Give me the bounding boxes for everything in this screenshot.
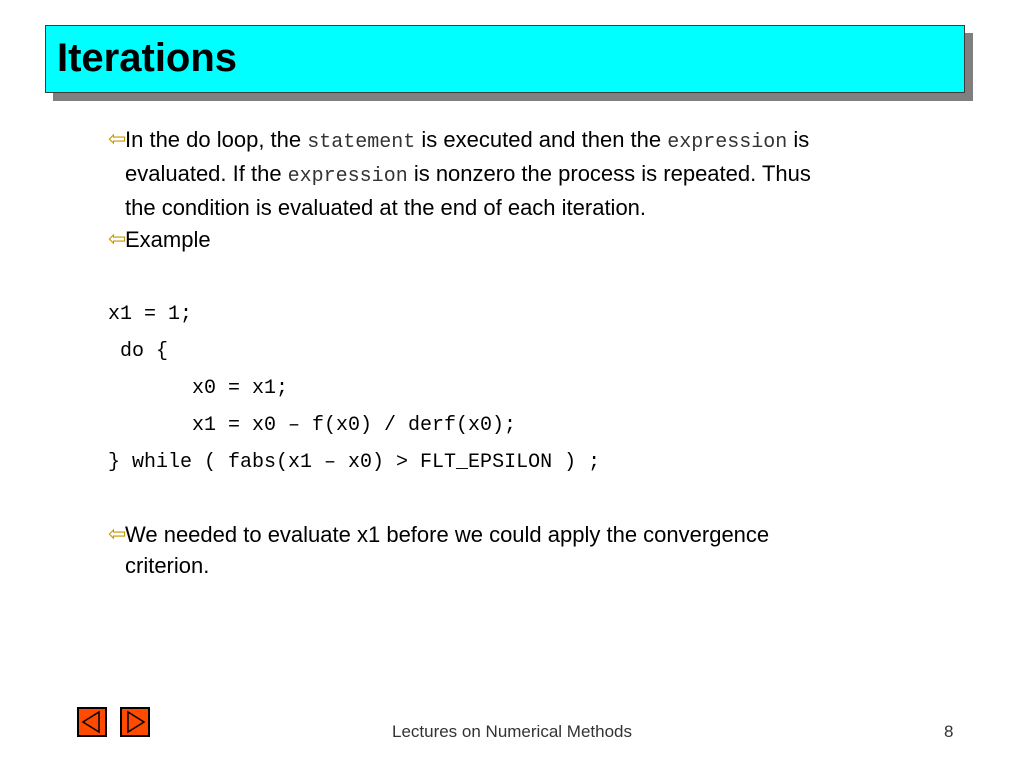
page-number: 8 (944, 722, 954, 741)
code-line: x1 = 1; (108, 303, 193, 326)
code-word-expression: expression (667, 131, 788, 154)
arrow-bullet-icon: ⇦ (108, 127, 127, 152)
bullet-line-1: In the do loop, the statement is executed and then the expression is (125, 127, 810, 154)
arrow-bullet-icon: ⇦ (108, 227, 127, 252)
bullet-line-2: evaluated. If the expression is nonzero the process is repeated. Thus (125, 161, 811, 188)
bullet-example (108, 224, 958, 255)
bullet-convergence-line-1: We needed to evaluate x1 before we could apply the convergence (125, 522, 770, 547)
code-line: do { (108, 340, 169, 363)
code-line: x1 = x0 – f(x0) / derf(x0); (144, 414, 517, 437)
slide-title: Iterations (57, 36, 238, 80)
code-word-expression: expression (287, 165, 408, 188)
bullet-convergence-line-2: criterion. (125, 553, 210, 578)
title-bar (45, 25, 965, 93)
code-block (108, 296, 600, 481)
code-word-statement: statement (307, 131, 416, 154)
bullet-line-3: the condition is evaluated at the end of each iteration. (125, 195, 647, 220)
code-line: } while ( fabs(x1 – x0) > FLT_EPSILON ) ; (108, 451, 601, 474)
bullet-convergence (108, 519, 958, 581)
bullet-example-label: Example (125, 227, 211, 252)
arrow-bullet-icon: ⇦ (108, 522, 127, 547)
code-line: x0 = x1; (144, 377, 289, 400)
footer-text: Lectures on Numerical Methods (391, 722, 632, 741)
bullet-do-loop (108, 124, 958, 223)
